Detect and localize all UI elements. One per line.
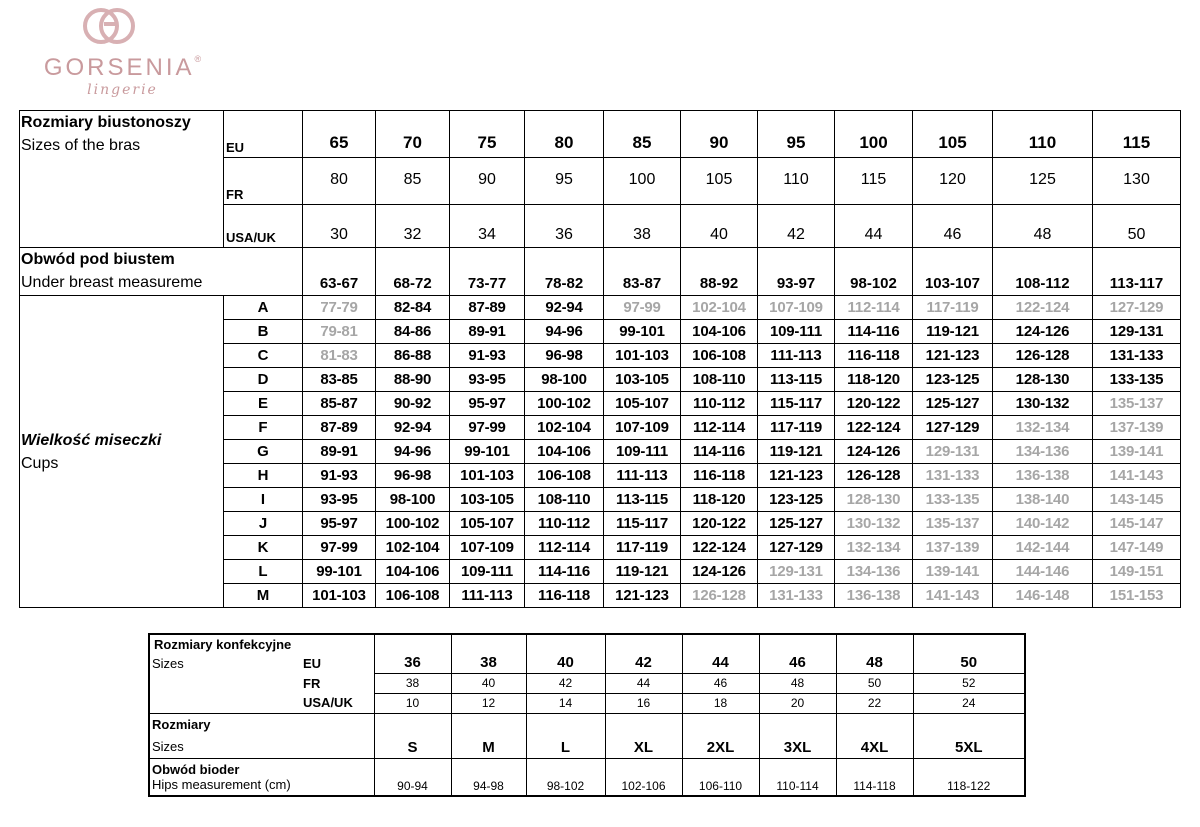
cup-measure-cell: 132-134 [835,536,913,560]
cup-measure-cell: 104-106 [681,320,758,344]
eu-size-cell: 100 [835,111,913,158]
cup-measure-cell: 128-130 [835,488,913,512]
eu-size-cell: 70 [376,111,450,158]
cup-measure-cell: 107-109 [604,416,681,440]
cup-measure-cell: 104-106 [525,440,604,464]
cup-measure-cell: 145-147 [1093,512,1181,536]
cup-measure-cell: 98-100 [376,488,450,512]
cup-measure-cell: 112-114 [835,296,913,320]
under-breast-cell: 103-107 [913,248,993,296]
gar-usuk-cell: 24 [913,693,1025,713]
cup-measure-cell: 131-133 [913,464,993,488]
gar-eu-cell: 48 [836,634,913,673]
under-breast-cell: 68-72 [376,248,450,296]
cup-measure-cell: 151-153 [1093,584,1181,608]
cup-measure-cell: 113-115 [758,368,835,392]
cup-label: C [224,344,303,368]
cup-measure-cell: 81-83 [303,344,376,368]
gar-fr-cell: 50 [836,673,913,693]
gar-eu-cell: 38 [451,634,526,673]
cup-measure-cell: 120-122 [835,392,913,416]
cup-measure-cell: 79-81 [303,320,376,344]
cup-measure-cell: 136-138 [993,464,1093,488]
cup-measure-cell: 97-99 [604,296,681,320]
cup-measure-cell: 114-116 [525,560,604,584]
gar-size-letter: 2XL [682,713,759,758]
cup-measure-cell: 105-107 [450,512,525,536]
cup-measure-cell: 114-116 [835,320,913,344]
cup-label: E [224,392,303,416]
cup-measure-cell: 109-111 [604,440,681,464]
cup-measure-cell: 144-146 [993,560,1093,584]
cup-label: I [224,488,303,512]
cup-measure-cell: 88-90 [376,368,450,392]
cup-measure-cell: 93-95 [303,488,376,512]
gar-title-pl: Rozmiary konfekcyjne [154,637,292,652]
cup-label: D [224,368,303,392]
gar-title-en: Sizes [152,656,184,671]
cup-measure-cell: 97-99 [303,536,376,560]
cup-measure-cell: 99-101 [604,320,681,344]
cup-measure-cell: 121-123 [758,464,835,488]
cup-measure-cell: 105-107 [604,392,681,416]
cup-measure-cell: 117-119 [604,536,681,560]
cup-label: B [224,320,303,344]
cup-measure-cell: 87-89 [303,416,376,440]
cup-measure-cell: 130-132 [993,392,1093,416]
fr-size-cell: 95 [525,158,604,205]
gar-size-letter: M [451,713,526,758]
under-breast-cell: 78-82 [525,248,604,296]
eu-size-cell: 105 [913,111,993,158]
gar-fr-label: FR [303,675,321,691]
eu-size-cell: 65 [303,111,376,158]
cup-measure-cell: 147-149 [1093,536,1181,560]
gar-usuk-cell: 12 [451,693,526,713]
fr-size-cell: 100 [604,158,681,205]
gar-hips-en: Hips measurement (cm) [152,776,291,792]
cup-measure-cell: 100-102 [525,392,604,416]
cup-measure-cell: 119-121 [913,320,993,344]
eu-size-cell: 75 [450,111,525,158]
cups-title-en: Cups [21,454,59,472]
cup-measure-cell: 110-112 [681,392,758,416]
gar-hips-title [149,758,374,796]
cup-measure-cell: 89-91 [450,320,525,344]
cup-measure-cell: 96-98 [376,464,450,488]
cup-measure-cell: 101-103 [604,344,681,368]
cup-measure-cell: 137-139 [913,536,993,560]
cup-measure-cell: 137-139 [1093,416,1181,440]
usuk-size-cell: 40 [681,205,758,248]
under-breast-cell: 113-117 [1093,248,1181,296]
cup-measure-cell: 138-140 [993,488,1093,512]
cup-measure-cell: 77-79 [303,296,376,320]
gar-fr-cell: 38 [374,673,451,693]
cup-measure-cell: 106-108 [525,464,604,488]
cup-measure-cell: 124-126 [835,440,913,464]
under-breast-cell: 88-92 [681,248,758,296]
cup-measure-cell: 126-128 [681,584,758,608]
cup-measure-cell: 109-111 [450,560,525,584]
cup-measure-cell: 124-126 [681,560,758,584]
gar-hips-cell: 102-106 [605,758,682,796]
cup-measure-cell: 87-89 [450,296,525,320]
cup-measure-cell: 123-125 [913,368,993,392]
gar-sizes-pl: Rozmiary [152,716,211,732]
cup-measure-cell: 83-85 [303,368,376,392]
under-title-en: Under breast measureme [21,274,203,291]
eu-label: EU [224,111,303,158]
cup-measure-cell: 115-117 [758,392,835,416]
eu-size-cell: 95 [758,111,835,158]
cup-measure-cell: 129-131 [1093,320,1181,344]
bra-size-table [19,110,1181,608]
cup-measure-cell: 107-109 [450,536,525,560]
gar-fr-cell: 44 [605,673,682,693]
gar-fr-cell: 48 [759,673,836,693]
cup-measure-cell: 124-126 [993,320,1093,344]
cup-measure-cell: 135-137 [913,512,993,536]
cup-measure-cell: 118-120 [835,368,913,392]
cup-measure-cell: 85-87 [303,392,376,416]
cup-measure-cell: 141-143 [1093,464,1181,488]
fr-size-cell: 90 [450,158,525,205]
cup-measure-cell: 130-132 [835,512,913,536]
cup-label: J [224,512,303,536]
gar-hips-cell: 118-122 [913,758,1025,796]
cup-measure-cell: 95-97 [450,392,525,416]
cup-measure-cell: 93-95 [450,368,525,392]
cup-measure-cell: 110-112 [525,512,604,536]
cup-measure-cell: 121-123 [913,344,993,368]
usuk-size-cell: 44 [835,205,913,248]
bra-title-cell [20,111,224,248]
usuk-size-cell: 30 [303,205,376,248]
gar-size-letter: 5XL [913,713,1025,758]
cup-measure-cell: 122-124 [835,416,913,440]
under-breast-cell: 63-67 [303,248,376,296]
cup-measure-cell: 84-86 [376,320,450,344]
cup-measure-cell: 128-130 [993,368,1093,392]
gar-hips-cell: 114-118 [836,758,913,796]
cup-measure-cell: 102-104 [376,536,450,560]
cup-measure-cell: 133-135 [913,488,993,512]
cup-row [20,296,1181,320]
bra-title-en: Sizes of the bras [21,137,141,154]
gar-eu-cell: 40 [526,634,605,673]
cup-measure-cell: 108-110 [525,488,604,512]
cup-measure-cell: 116-118 [525,584,604,608]
cup-measure-cell: 101-103 [450,464,525,488]
gar-usuk-cell: 22 [836,693,913,713]
gar-hips-cell: 90-94 [374,758,451,796]
usuk-size-cell: 38 [604,205,681,248]
cup-measure-cell: 91-93 [450,344,525,368]
usuk-size-cell: 32 [376,205,450,248]
gar-hips-cell: 110-114 [759,758,836,796]
cup-measure-cell: 91-93 [303,464,376,488]
fr-size-cell: 130 [1093,158,1181,205]
cup-label: F [224,416,303,440]
cup-measure-cell: 99-101 [303,560,376,584]
cup-measure-cell: 117-119 [758,416,835,440]
gar-hips-cell: 106-110 [682,758,759,796]
fr-size-cell: 125 [993,158,1093,205]
cup-measure-cell: 125-127 [913,392,993,416]
cup-measure-cell: 113-115 [604,488,681,512]
cup-measure-cell: 122-124 [681,536,758,560]
fr-size-cell: 110 [758,158,835,205]
cup-measure-cell: 149-151 [1093,560,1181,584]
cup-measure-cell: 127-129 [913,416,993,440]
cup-measure-cell: 107-109 [758,296,835,320]
gar-usuk-cell: 18 [682,693,759,713]
cup-measure-cell: 143-145 [1093,488,1181,512]
cup-measure-cell: 92-94 [376,416,450,440]
gar-usuk-cell: 20 [759,693,836,713]
gar-size-letter: XL [605,713,682,758]
gar-sizes-title [149,713,374,758]
gar-sizes-en: Sizes [152,738,184,754]
cup-measure-cell: 112-114 [525,536,604,560]
cup-measure-cell: 125-127 [758,512,835,536]
cup-measure-cell: 92-94 [525,296,604,320]
cup-measure-cell: 133-135 [1093,368,1181,392]
usuk-size-cell: 48 [993,205,1093,248]
garment-size-table [148,633,1026,797]
cup-measure-cell: 127-129 [758,536,835,560]
cup-label: L [224,560,303,584]
cup-measure-cell: 139-141 [1093,440,1181,464]
cup-measure-cell: 121-123 [604,584,681,608]
under-breast-cell: 73-77 [450,248,525,296]
gar-size-letter: 4XL [836,713,913,758]
gar-fr-cell: 46 [682,673,759,693]
gar-eu-label: EU [303,656,322,671]
gar-eu-cell: 36 [374,634,451,673]
cup-measure-cell: 82-84 [376,296,450,320]
gar-title-row [149,634,1025,654]
cup-label: A [224,296,303,320]
cup-measure-cell: 134-136 [835,560,913,584]
usuk-size-cell: 36 [525,205,604,248]
gar-fr-row [149,673,1025,693]
cup-measure-cell: 146-148 [993,584,1093,608]
gar-sizes-row [149,713,1025,758]
cup-measure-cell: 119-121 [604,560,681,584]
gar-hips-cell: 98-102 [526,758,605,796]
cup-measure-cell: 95-97 [303,512,376,536]
cup-measure-cell: 94-96 [525,320,604,344]
cup-measure-cell: 104-106 [376,560,450,584]
gar-fr-cell: 52 [913,673,1025,693]
gar-fr-cell: 42 [526,673,605,693]
cup-measure-cell: 103-105 [450,488,525,512]
cup-measure-cell: 120-122 [681,512,758,536]
cup-measure-cell: 134-136 [993,440,1093,464]
cup-measure-cell: 126-128 [993,344,1093,368]
cup-measure-cell: 111-113 [604,464,681,488]
cup-measure-cell: 140-142 [993,512,1093,536]
usuk-label: USA/UK [224,205,303,248]
bra-title-pl: Rozmiary biustonoszy [21,114,191,131]
under-row [20,248,1181,296]
cup-measure-cell: 101-103 [303,584,376,608]
cup-measure-cell: 115-117 [604,512,681,536]
cup-measure-cell: 142-144 [993,536,1093,560]
cup-measure-cell: 108-110 [681,368,758,392]
gar-eu-cell: 50 [913,634,1025,673]
gar-hips-cell: 94-98 [451,758,526,796]
cup-measure-cell: 106-108 [681,344,758,368]
cup-measure-cell: 99-101 [450,440,525,464]
cup-label: K [224,536,303,560]
usuk-size-cell: 34 [450,205,525,248]
gar-usuk-row [149,693,1025,713]
eu-size-cell: 110 [993,111,1093,158]
under-breast-cell: 108-112 [993,248,1093,296]
under-breast-cell: 98-102 [835,248,913,296]
cup-measure-cell: 135-137 [1093,392,1181,416]
cup-measure-cell: 89-91 [303,440,376,464]
usuk-size-cell: 42 [758,205,835,248]
fr-size-cell: 120 [913,158,993,205]
gar-usuk-cell: 10 [374,693,451,713]
cup-measure-cell: 119-121 [758,440,835,464]
cups-title-cell [20,296,224,608]
fr-size-cell: 85 [376,158,450,205]
cup-measure-cell: 126-128 [835,464,913,488]
cup-measure-cell: 129-131 [913,440,993,464]
cup-measure-cell: 94-96 [376,440,450,464]
cup-measure-cell: 103-105 [604,368,681,392]
cup-measure-cell: 118-120 [681,488,758,512]
cup-measure-cell: 136-138 [835,584,913,608]
eu-size-cell: 115 [1093,111,1181,158]
gar-eu-cell: 46 [759,634,836,673]
under-title-cell [20,248,303,296]
gar-size-letter: 3XL [759,713,836,758]
cup-measure-cell: 86-88 [376,344,450,368]
gar-usuk-cell: 16 [605,693,682,713]
cup-measure-cell: 100-102 [376,512,450,536]
cup-measure-cell: 102-104 [681,296,758,320]
cup-measure-cell: 131-133 [1093,344,1181,368]
cup-measure-cell: 98-100 [525,368,604,392]
gar-usuk-label: USA/UK [303,695,353,711]
cup-measure-cell: 129-131 [758,560,835,584]
gar-fr-cell: 40 [451,673,526,693]
fr-size-cell: 115 [835,158,913,205]
gg-monogram-icon [82,4,136,50]
cup-measure-cell: 109-111 [758,320,835,344]
eu-size-cell: 80 [525,111,604,158]
usuk-size-cell: 46 [913,205,993,248]
cup-label: G [224,440,303,464]
under-breast-cell: 83-87 [604,248,681,296]
cup-measure-cell: 90-92 [376,392,450,416]
cup-label: M [224,584,303,608]
cup-measure-cell: 112-114 [681,416,758,440]
cup-measure-cell: 123-125 [758,488,835,512]
fr-size-cell: 80 [303,158,376,205]
gar-usuk-cell: 14 [526,693,605,713]
cup-label: H [224,464,303,488]
cup-measure-cell: 117-119 [913,296,993,320]
brand-logo [30,4,215,99]
cup-measure-cell: 139-141 [913,560,993,584]
under-title-pl: Obwód pod biustem [21,251,175,268]
cup-measure-cell: 96-98 [525,344,604,368]
cup-measure-cell: 131-133 [758,584,835,608]
cup-measure-cell: 141-143 [913,584,993,608]
cup-measure-cell: 102-104 [525,416,604,440]
cup-measure-cell: 97-99 [450,416,525,440]
brand-subtitle: lingerie [87,82,158,98]
fr-label: FR [224,158,303,205]
eu-size-cell: 90 [681,111,758,158]
cups-title-pl: Wielkość miseczki [21,431,162,449]
gar-hips-pl: Obwód bioder [152,761,240,777]
gar-eu-cell: 44 [682,634,759,673]
eu-size-cell: 85 [604,111,681,158]
cup-measure-cell: 106-108 [376,584,450,608]
fr-size-cell: 105 [681,158,758,205]
usuk-size-cell: 50 [1093,205,1181,248]
gar-hips-row [149,758,1025,796]
cup-measure-cell: 111-113 [758,344,835,368]
cup-measure-cell: 111-113 [450,584,525,608]
under-breast-cell: 93-97 [758,248,835,296]
brand-name: GORSENIA® [43,54,202,81]
cup-measure-cell: 116-118 [835,344,913,368]
gar-size-letter: S [374,713,451,758]
cup-measure-cell: 122-124 [993,296,1093,320]
cup-measure-cell: 114-116 [681,440,758,464]
eu-row [20,111,1181,158]
gar-eu-cell: 42 [605,634,682,673]
cup-measure-cell: 116-118 [681,464,758,488]
cup-measure-cell: 127-129 [1093,296,1181,320]
gar-size-letter: L [526,713,605,758]
cup-measure-cell: 132-134 [993,416,1093,440]
